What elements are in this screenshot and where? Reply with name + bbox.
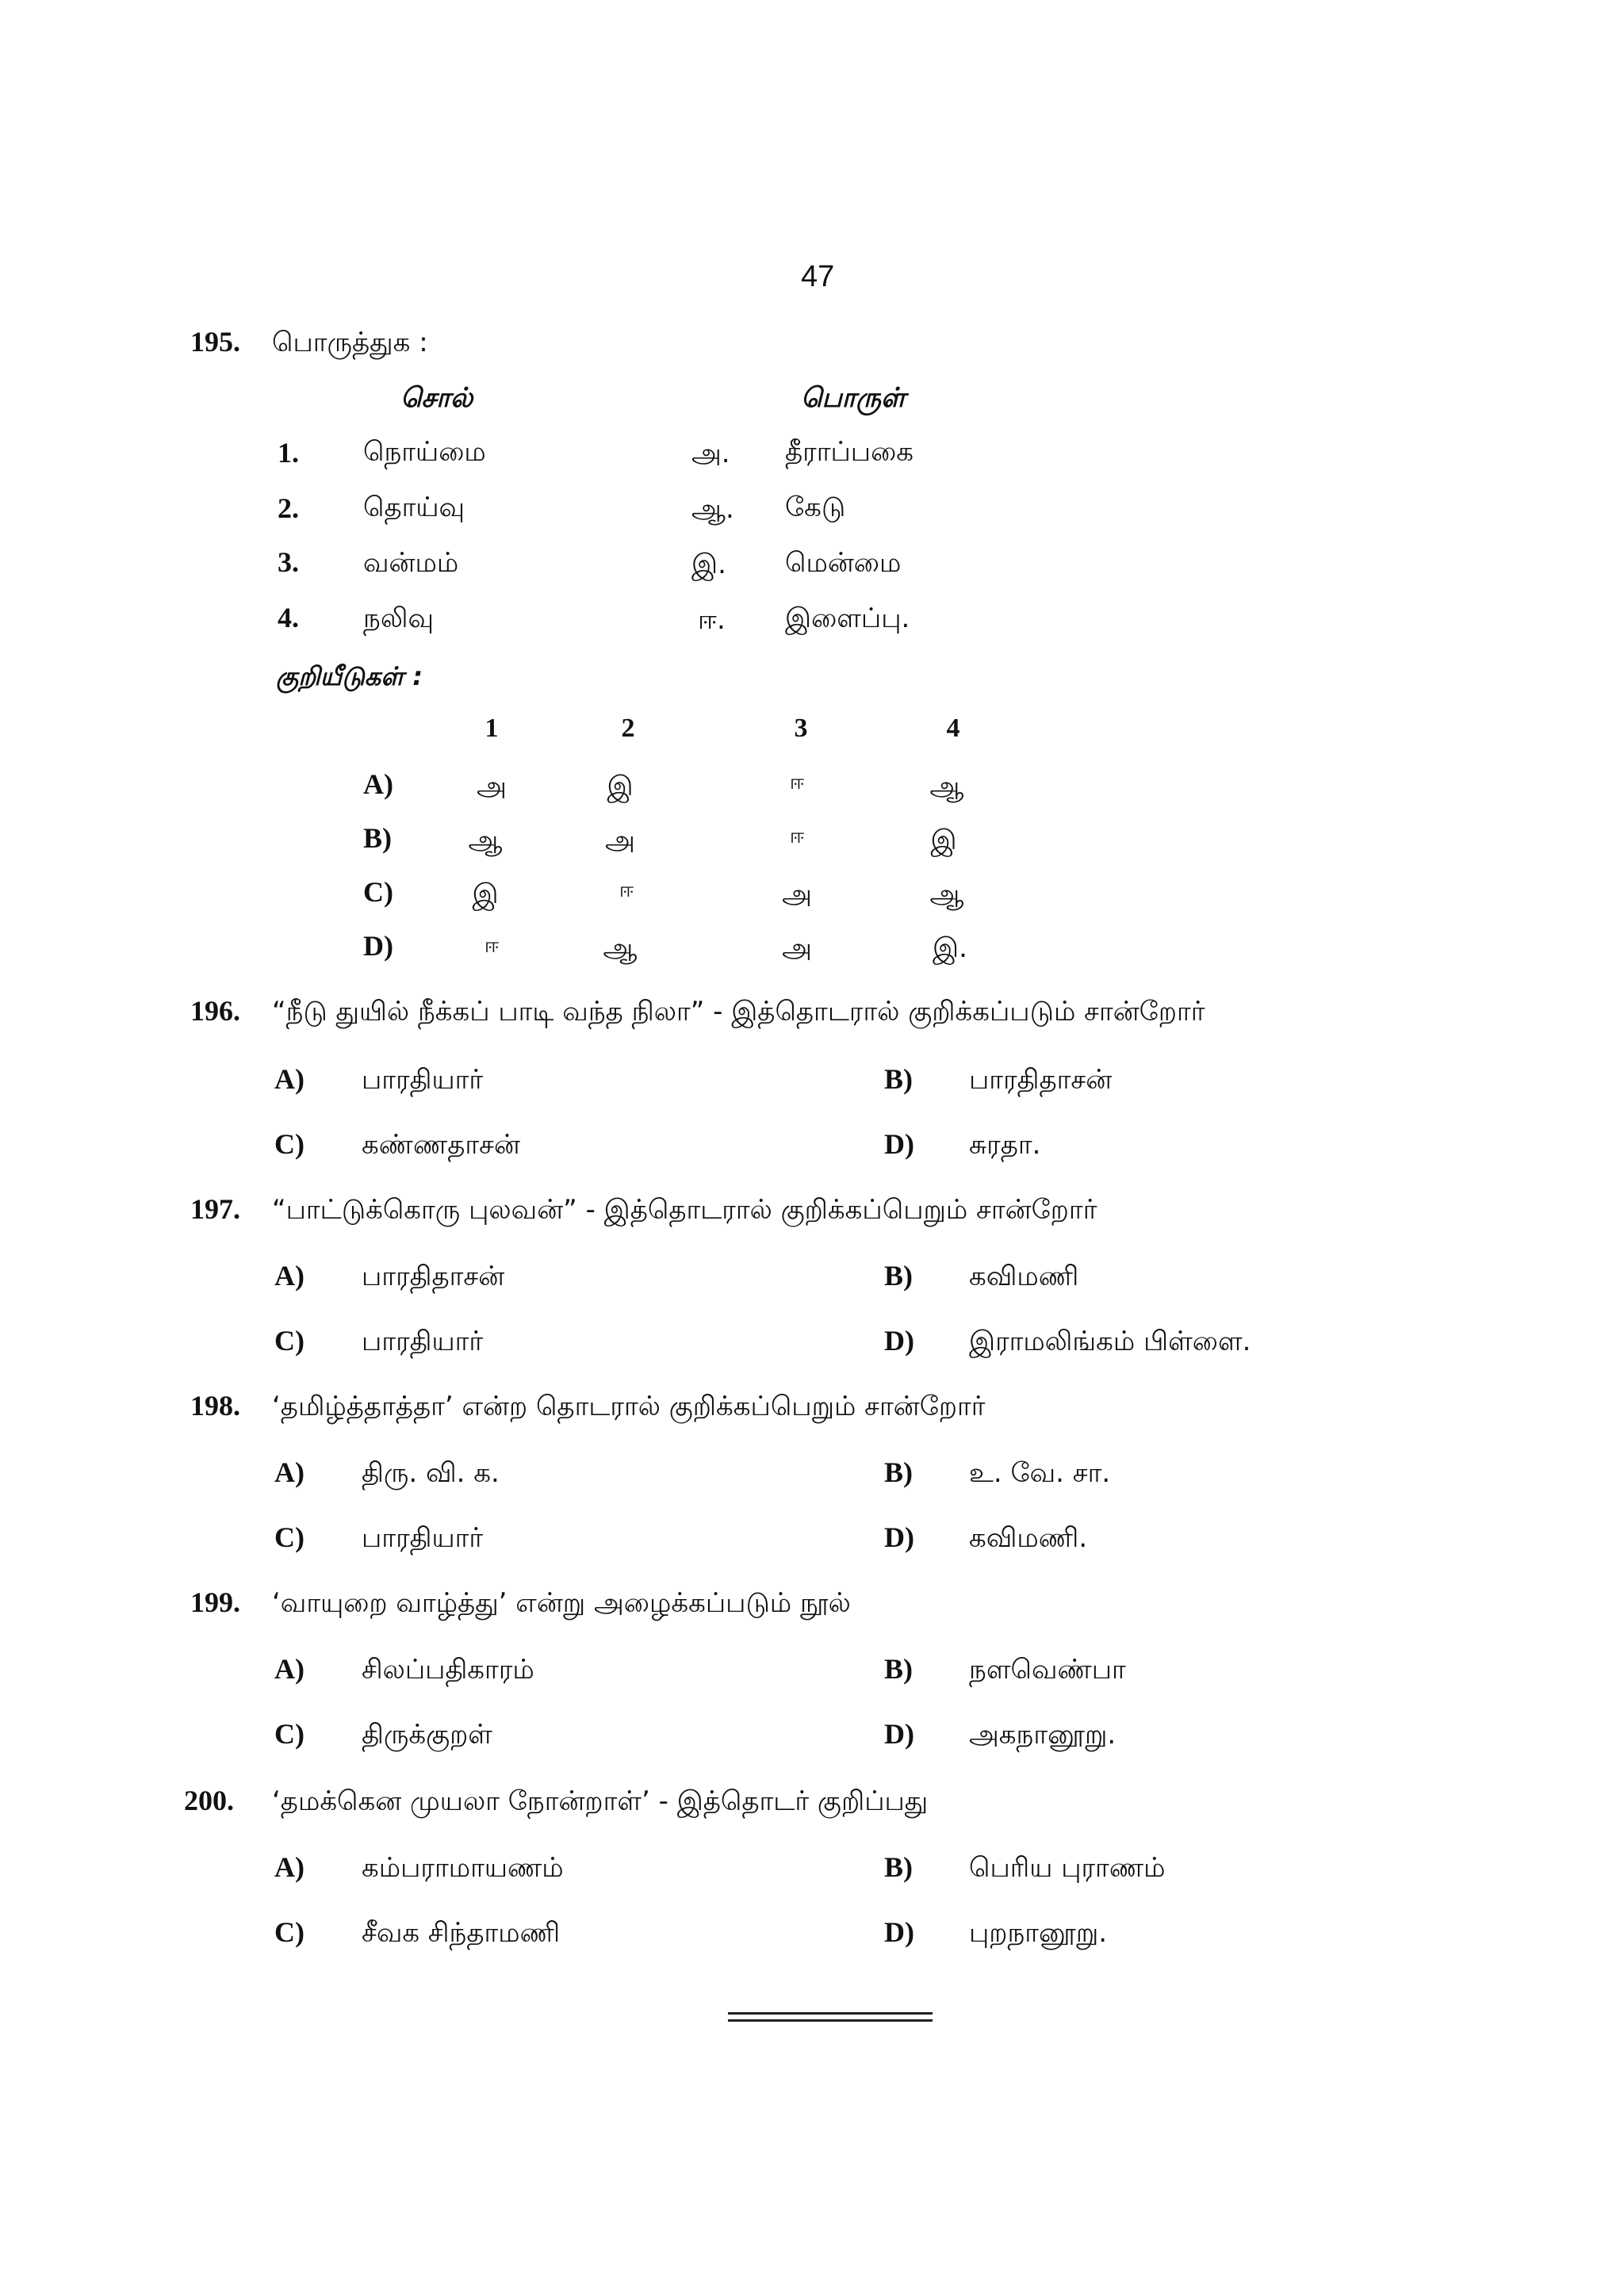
match-row-word: வன்மம் — [363, 547, 459, 579]
option-label: A) — [274, 1851, 304, 1883]
option-text: கவிமணி — [969, 1261, 1079, 1292]
question-199-number: 199. — [190, 1586, 240, 1618]
option-label: D) — [884, 1718, 914, 1750]
option-text: சிலப்பதிகாரம் — [362, 1654, 534, 1686]
option-label: C) — [274, 1718, 304, 1750]
option-text: பாரதியார் — [362, 1326, 484, 1357]
code-value: இ — [472, 878, 499, 910]
match-row-letter: இ. — [691, 549, 726, 580]
match-row-meaning: மென்மை — [785, 547, 902, 579]
option-label: B) — [884, 1653, 913, 1685]
option-text: நளவெண்பா — [969, 1654, 1126, 1686]
option-label: B) — [884, 1851, 913, 1883]
match-row-meaning: இளைப்பு. — [785, 603, 910, 634]
code-value: ஆ — [929, 878, 964, 910]
question-195-prompt: பொருத்துக : — [272, 327, 428, 358]
code-header: 3 — [794, 714, 808, 743]
option-label: C) — [274, 1325, 304, 1357]
end-divider-top — [728, 2012, 933, 2015]
option-text: கம்பராமாயணம் — [362, 1852, 564, 1884]
question-199-text: ‘வாயுறை வாழ்த்து’ என்று அழைக்கப்படும் நூல் — [272, 1587, 851, 1619]
code-option-label: B) — [363, 822, 392, 854]
match-row-word: நலிவு — [363, 603, 434, 634]
option-label: A) — [274, 1260, 304, 1292]
question-195-number: 195. — [190, 326, 240, 358]
option-text: பாரதியார் — [362, 1522, 484, 1554]
option-label: A) — [274, 1456, 304, 1488]
code-value: இ — [607, 771, 634, 802]
question-197-text: “பாட்டுக்கொரு புலவன்” - இத்தொடரால் குறிக்கப்பெறும் சான்றோர் — [272, 1194, 1097, 1226]
option-label: A) — [274, 1653, 304, 1685]
option-label: D) — [884, 1916, 914, 1948]
option-label: D) — [884, 1325, 914, 1357]
question-198-text: ‘தமிழ்த்தாத்தா’ என்ற தொடரால் குறிக்கப்பெறும் சான்றோர் — [272, 1391, 986, 1422]
option-text: இராமலிங்கம் பிள்ளை. — [969, 1326, 1251, 1357]
option-label: D) — [884, 1521, 914, 1553]
question-200-number: 200. — [184, 1785, 234, 1816]
question-197-number: 197. — [190, 1193, 240, 1225]
option-text: பாரதிதாசன் — [362, 1261, 505, 1292]
match-row-num: 3. — [278, 546, 299, 578]
option-label: C) — [274, 1521, 304, 1553]
option-label: C) — [274, 1916, 304, 1948]
code-option-label: D) — [363, 930, 393, 962]
code-option-label: A) — [363, 768, 393, 800]
code-value: ஆ — [603, 932, 638, 964]
code-header: 1 — [485, 714, 499, 743]
option-text: கண்ணதாசன் — [362, 1129, 520, 1161]
code-value: ஈ — [789, 825, 805, 848]
match-row-letter: அ. — [691, 438, 730, 469]
option-text: பாரதியார் — [362, 1064, 484, 1096]
code-header: 2 — [621, 714, 635, 743]
code-value: அ — [782, 878, 812, 910]
code-value: அ — [605, 825, 635, 856]
match-row-letter: ஆ. — [691, 493, 734, 525]
match-row-meaning: தீராப்பகை — [785, 436, 914, 468]
option-label: D) — [884, 1128, 914, 1160]
option-label: A) — [274, 1063, 304, 1095]
option-label: B) — [884, 1456, 913, 1488]
option-text: அகநானூறு. — [969, 1719, 1116, 1751]
code-value: ஈ — [619, 878, 634, 902]
option-text: பாரதிதாசன் — [969, 1064, 1113, 1096]
option-label: B) — [884, 1063, 913, 1095]
question-198-number: 198. — [190, 1390, 240, 1422]
code-value: அ — [782, 932, 812, 964]
option-text: சுரதா. — [969, 1129, 1041, 1161]
col-meaning-header: பொருள் — [801, 382, 906, 414]
code-value: ஈ — [789, 771, 805, 794]
match-row-num: 2. — [278, 492, 299, 524]
match-row-meaning: கேடு — [785, 492, 846, 523]
end-divider-bottom — [728, 2019, 933, 2022]
option-text: திரு. வி. க. — [362, 1457, 500, 1489]
code-value: அ — [477, 771, 507, 802]
option-label: C) — [274, 1128, 304, 1160]
col-word-header: சொல் — [400, 382, 473, 414]
match-row-word: நொய்மை — [363, 436, 486, 468]
option-text: திருக்குறள் — [362, 1719, 492, 1751]
code-value: ஆ — [468, 825, 503, 856]
code-value: இ. — [933, 932, 967, 964]
code-value: இ — [930, 825, 957, 856]
question-196-text: “நீடு துயில் நீக்கப் பாடி வந்த நிலா” - இத்தொடரால் குறிக்கப்படும் சான்றோர் — [272, 996, 1205, 1027]
option-text: உ. வே. சா. — [969, 1457, 1111, 1489]
question-196-number: 196. — [190, 995, 240, 1027]
match-row-letter: ஈ. — [698, 604, 726, 636]
option-text: கவிமணி. — [969, 1522, 1088, 1554]
page-number: 47 — [801, 260, 835, 293]
match-row-num: 4. — [278, 602, 299, 633]
option-label: B) — [884, 1260, 913, 1292]
match-row-num: 1. — [278, 437, 299, 469]
option-text: சீவக சிந்தாமணி — [362, 1917, 561, 1949]
match-row-word: தொய்வு — [363, 492, 465, 523]
code-value: ஈ — [484, 934, 500, 958]
code-option-label: C) — [363, 876, 393, 908]
code-header: 4 — [946, 714, 960, 743]
code-value: ஆ — [929, 771, 964, 802]
codes-label: குறியீடுகள் : — [276, 661, 423, 691]
question-200-text: ‘தமக்கென முயலா நோன்றாள்’ - இத்தொடர் குறிப்பது — [272, 1785, 929, 1817]
option-text: புறநானூறு. — [969, 1917, 1108, 1949]
option-text: பெரிய புராணம் — [969, 1852, 1166, 1884]
